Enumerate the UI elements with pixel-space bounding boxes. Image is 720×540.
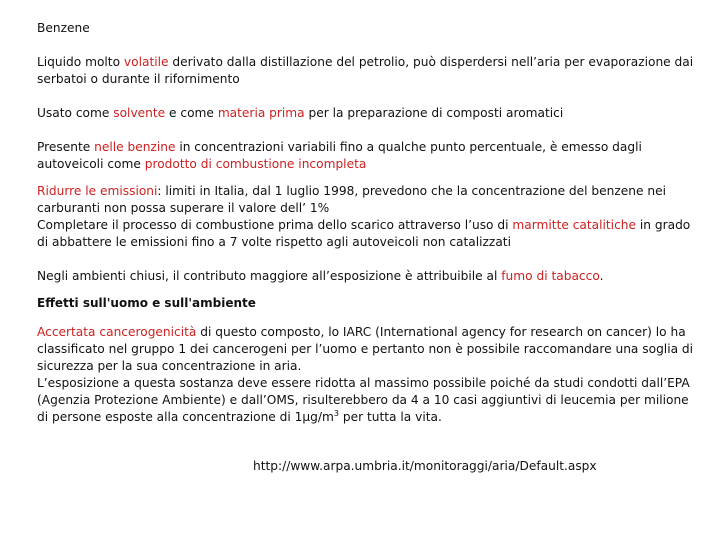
highlight-marmitte: marmitte catalitiche <box>512 218 636 232</box>
text-segment: in concentrazioni variabili fino a qualche punto percentuale, è emesso dagli autoveicoli come <box>37 140 642 171</box>
text-segment: e come <box>165 106 218 120</box>
paragraph-effects <box>37 324 697 426</box>
text-segment: per la preparazione di composti aromatici <box>304 106 564 120</box>
text-segment: Presente <box>37 140 95 154</box>
text-segment: Usato come <box>37 106 114 120</box>
text-segment: per tutta la vita. <box>338 410 442 424</box>
text-segment: derivato dalla distillazione del petrolio, può disperdersi nell’aria per evaporazione dai serbatoi o durante il rifornimento <box>37 55 694 86</box>
superscript: 3 <box>333 408 339 418</box>
page-title: Benzene <box>37 21 90 35</box>
highlight-combustione: prodotto di combustione incompleta <box>144 157 367 171</box>
text-segment: Completare il processo di combustione prima dello scarico attraverso l’uso di <box>37 218 513 232</box>
highlight-nelle-benzine: nelle benzine <box>94 140 176 154</box>
text-segment: Negli ambienti chiusi, il contributo maggiore all’esposizione è attribuibile al <box>37 269 502 283</box>
highlight-fumo-tabacco: fumo di tabacco <box>501 269 600 283</box>
highlight-volatile: volatile <box>123 55 169 69</box>
text-segment: L’esposizione a questa sostanza deve essere ridotta al massimo possibile poiché da studi condotti dall’EPA (Agenzia Protezione Ambiente) e dall’OMS, risulterebbero da 4 a 10 casi aggiuntivi di leucemia per milione di persone esposte alla concentrazione di 1μg/m <box>37 376 690 424</box>
paragraph-emissions <box>37 183 697 251</box>
paragraph-volatility <box>37 54 697 88</box>
highlight-cancerogenicita: Accertata cancerogenicità <box>37 325 197 339</box>
section-heading: Effetti sull'uomo e sull'ambiente <box>37 296 256 310</box>
source-url: http://www.arpa.umbria.it/monitoraggi/aria/Default.aspx <box>253 459 597 473</box>
paragraph-presence <box>37 139 697 173</box>
highlight-solvente: solvente <box>113 106 166 120</box>
text-segment: di questo composto, lo IARC (International agency for research on cancer) lo ha classificato nel gruppo 1 dei cancerogeni per l’uomo e pertanto non è possibile raccomandare una soglia di sicurezza per la sua concentrazione in aria. <box>37 325 694 373</box>
highlight-ridurre-emissioni: Ridurre le emissioni <box>37 184 158 198</box>
paragraph-indoor <box>37 268 697 285</box>
text-segment: : limiti in Italia, dal 1 luglio 1998, prevedono che la concentrazione del benzene nei carburanti non possa superare il valore dell’ 1% <box>37 184 666 215</box>
highlight-materia-prima: materia prima <box>217 106 305 120</box>
text-segment: in grado di abbattere le emissioni fino a 7 volte rispetto agli autoveicoli non catalizzati <box>37 218 691 249</box>
slide-content <box>37 20 697 443</box>
paragraph-usage <box>37 105 697 122</box>
text-segment: Liquido molto <box>37 55 124 69</box>
text-segment: . <box>599 269 604 283</box>
